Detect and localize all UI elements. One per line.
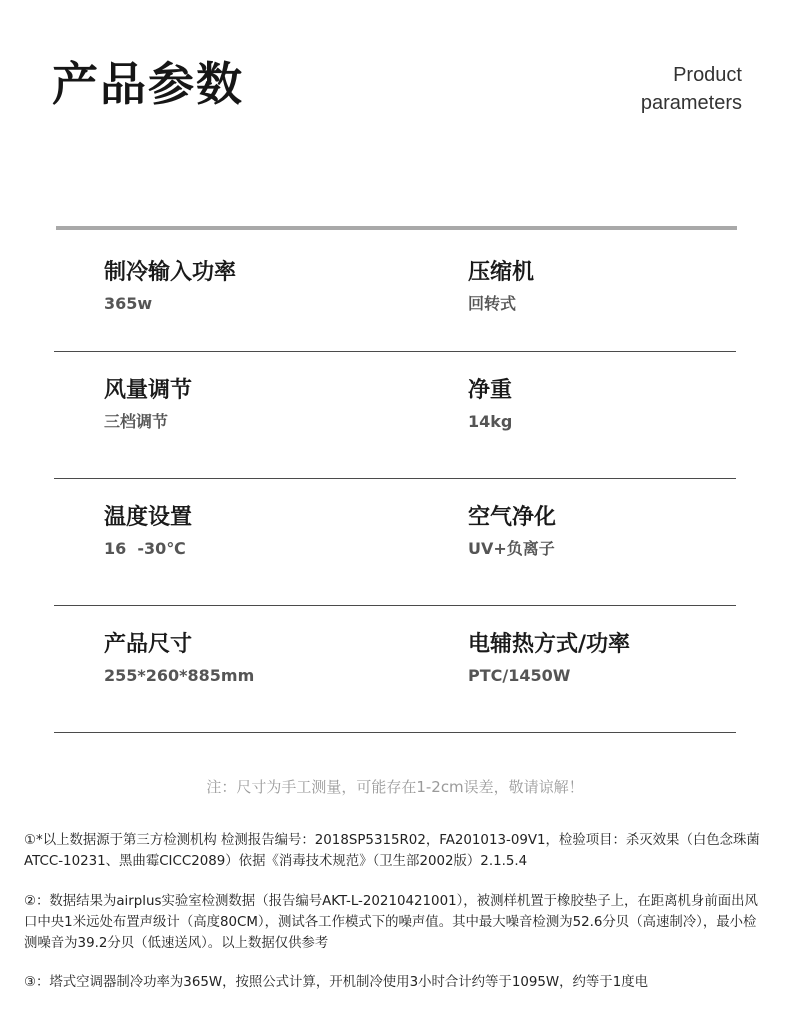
spec-label: 压缩机 — [468, 260, 535, 285]
spec-label: 温度设置 — [104, 505, 193, 530]
spec-value: 三档调节 — [104, 412, 169, 431]
spec-label: 风量调节 — [104, 378, 193, 403]
header-divider — [56, 226, 737, 230]
spec-label: 产品尺寸 — [104, 632, 193, 657]
spec-item-net-weight — [468, 376, 768, 434]
page-subtitle — [542, 61, 742, 117]
spec-label: 空气净化 — [468, 505, 557, 530]
row-divider — [54, 351, 736, 352]
subtitle-line-2: parameters — [640, 92, 742, 114]
footnote-3: ③：塔式空调器制冷功率为365W，按照公式计算，开机制冷使用3小时合计约等于1095W，约等于1度电 — [24, 975, 649, 990]
spec-item-dimensions — [104, 630, 404, 688]
spec-label: 净重 — [468, 378, 513, 403]
spec-row — [54, 376, 736, 480]
spec-value: 16 -30℃ — [104, 539, 186, 558]
spec-value: 回转式 — [468, 294, 517, 313]
spec-item-airflow — [104, 376, 404, 434]
spec-row — [54, 630, 736, 734]
spec-item-cooling-power — [104, 258, 404, 316]
measurement-note: 注：尺寸为手工测量，可能存在1-2cm误差，敬请谅解！ — [206, 778, 584, 796]
spec-item-air-purification — [468, 503, 768, 561]
footnote-1: ①*以上数据源于第三方检测机构 检测报告编号：2018SP5315R02，FA201013-09V1，检验项目：杀灭效果（白色念珠菌ATCC-10231、黑曲霉CICC2089）依据《消毒技术规范》（卫生部2002版）2.1.5.4 — [24, 833, 760, 869]
spec-label: 制冷输入功率 — [104, 260, 237, 285]
row-divider — [54, 478, 736, 479]
spec-value: UV+负离子 — [468, 539, 555, 558]
spec-item-compressor — [468, 258, 768, 316]
spec-row — [54, 503, 736, 607]
spec-value: 14kg — [468, 412, 513, 431]
spec-value: 365w — [104, 294, 153, 313]
spec-value: PTC/1450W — [468, 666, 571, 685]
spec-row — [54, 258, 736, 352]
subtitle-line-1: Product — [673, 64, 742, 86]
page-title: 产品参数 — [52, 57, 244, 111]
spec-item-heating — [468, 630, 768, 688]
row-divider — [54, 605, 736, 606]
footnote-2: ②：数据结果为airplus实验室检测数据（报告编号AKT-L-20210421001），被测样机置于橡胶垫子上，在距离机身前面出风口中央1米远处布置声级计（高度80CM），测试各工作模式下的噪声值。其中最大噪音检测为52.6分贝（高速制冷），最小检测噪音为39.2分贝（低速送风）。以上数据仅供参考 — [24, 894, 758, 951]
spec-item-temperature — [104, 503, 404, 561]
spec-value: 255*260*885mm — [104, 666, 255, 685]
spec-label: 电辅热方式/功率 — [468, 632, 631, 657]
row-divider — [54, 732, 736, 733]
